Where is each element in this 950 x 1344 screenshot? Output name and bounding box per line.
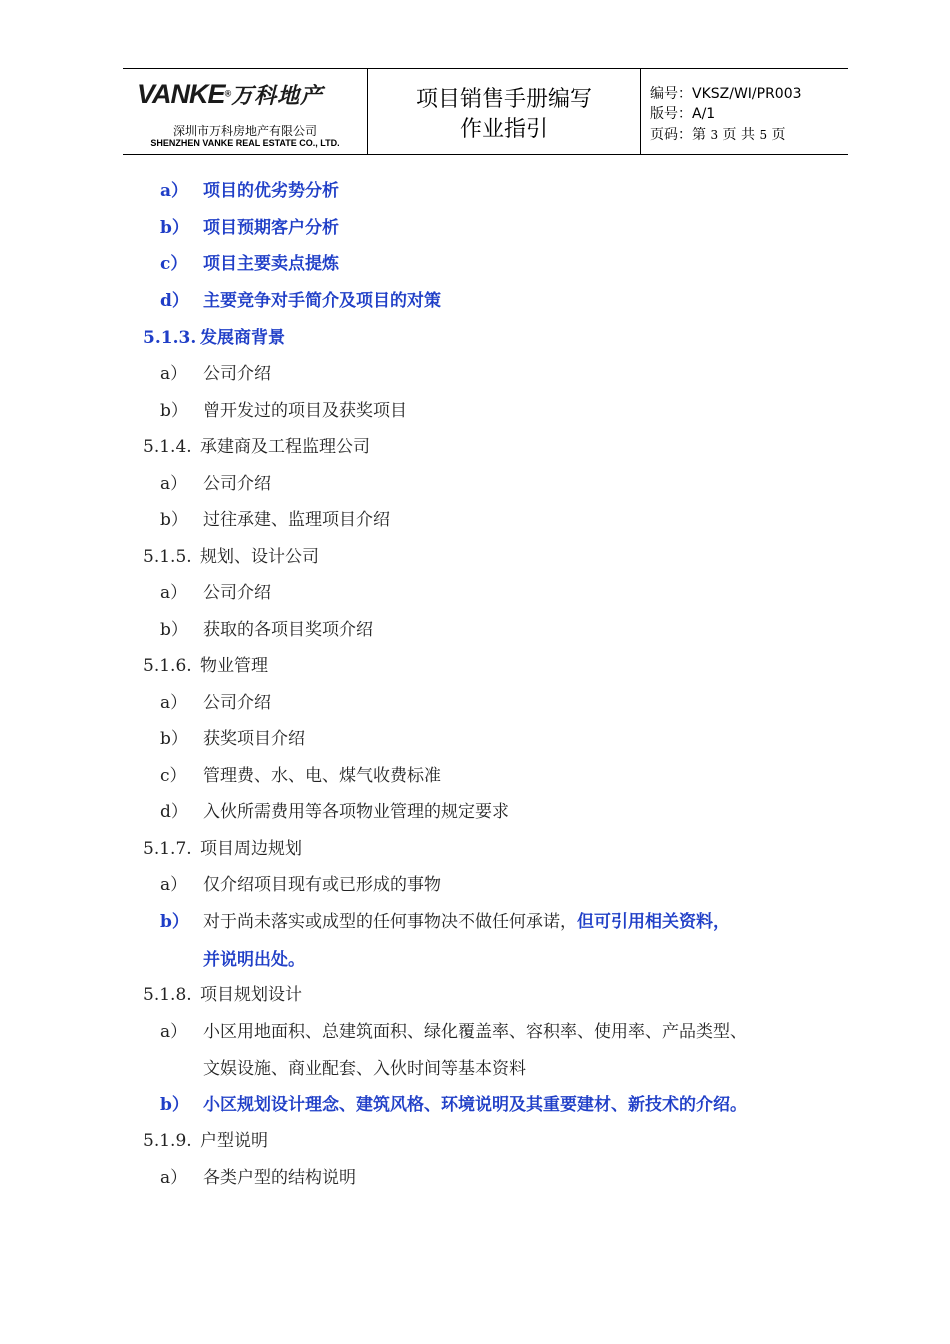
document-header <box>123 68 848 155</box>
company-name-cn: 深圳市万科房地产有限公司 <box>172 124 317 138</box>
document-version: 版号：A/1 <box>650 106 716 122</box>
document-title: 项目销售手册编写 作业指引 <box>415 87 592 142</box>
document-code: 编号：VKSZ/WI/PR003 <box>650 86 802 102</box>
page-number: 页码：第 3 页 共 5 页 <box>650 127 786 143</box>
vanke-logo: VANKE®万科地产 <box>137 79 324 109</box>
header-logo-cell <box>123 69 368 154</box>
company-name-en: SHENZHEN VANKE REAL ESTATE CO., LTD. <box>150 138 340 148</box>
header-meta-cell <box>641 69 848 154</box>
header-title-cell <box>368 69 641 154</box>
